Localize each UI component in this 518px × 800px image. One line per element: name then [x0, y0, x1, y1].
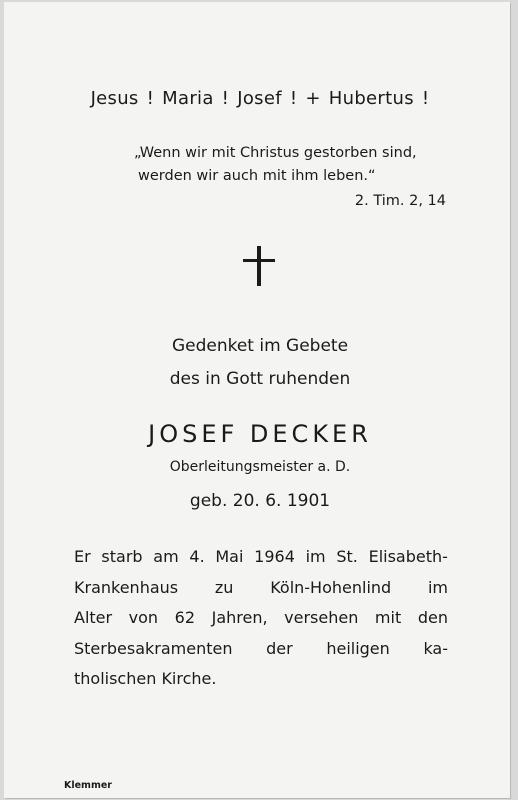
remembrance-line-1: Gedenket im Gebete — [171, 336, 349, 356]
remembrance-line-2: des in Gott ruhenden — [169, 369, 351, 389]
bible-verse — [134, 142, 446, 213]
verse-line-1: „Wenn wir mit Christus gestorben sind, — [134, 145, 417, 161]
cross-icon — [243, 246, 275, 286]
verse-line-2: werden wir auch mit ihm leben.“ — [138, 168, 376, 184]
notice-line-4: Sterbesakramenten der heiligen ka- — [74, 638, 448, 658]
deceased-title: Oberleitungsmeister a. D. — [169, 459, 351, 475]
deceased-name: JOSEF DECKER — [148, 420, 372, 448]
death-notice — [74, 542, 448, 695]
prayer-card — [4, 2, 510, 798]
printer-mark: Klemmer — [64, 780, 112, 791]
notice-line-2: Krankenhaus zu Köln-Hohenlind im — [74, 577, 448, 597]
verse-reference: 2. Tim. 2, 14 — [354, 193, 446, 209]
notice-line-1: Er starb am 4. Mai 1964 im St. Elisabeth- — [74, 547, 448, 566]
remembrance-text — [4, 330, 516, 396]
invocation: Jesus ! Maria ! Josef ! + Hubertus ! — [90, 88, 430, 109]
notice-line-3: Alter von 62 Jahren, versehen mit den — [74, 608, 448, 627]
notice-line-5: tholischen Kirche. — [74, 669, 217, 688]
birth-date: geb. 20. 6. 1901 — [189, 491, 331, 511]
